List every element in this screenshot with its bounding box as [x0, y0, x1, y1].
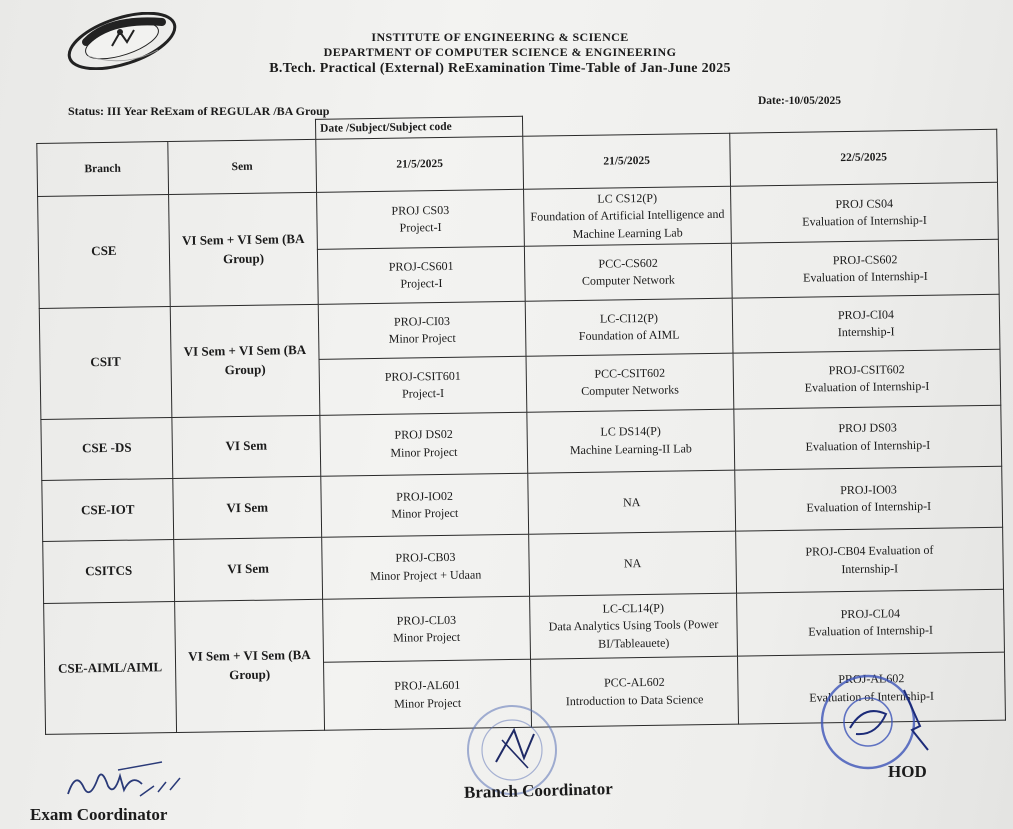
exam-cell: PROJ CS03 Project-I	[317, 190, 525, 250]
branch-column-header: Branch	[37, 142, 169, 197]
exam-cell: LC CS12(P) Foundation of Artificial Intelligence and Machine Learning Lab	[524, 187, 732, 247]
sem-cell: VI Sem + VI Sem (BA Group)	[175, 599, 325, 732]
sem-cell: VI Sem	[174, 538, 323, 602]
exam-cell: PROJ DS03 Evaluation of Internship-I	[734, 405, 1002, 470]
date-column-header: 22/5/2025	[730, 129, 998, 186]
exam-cell: PROJ-CSIT602 Evaluation of Internship-I	[733, 350, 1001, 409]
exam-cell: PROJ-CL03 Minor Project	[323, 596, 531, 663]
exam-cell: PROJ-AL602 Evaluation of Internship-I	[737, 653, 1005, 725]
sem-cell: VI Sem	[173, 476, 322, 540]
branch-coordinator-label: Branch Coordinator	[463, 779, 613, 802]
date-subject-header: Date /Subject/Subject code	[315, 116, 522, 139]
institute-name: INSTITUTE OF ENGINEERING & SCIENCE	[371, 30, 629, 44]
exam-cell: NA	[528, 470, 736, 534]
sem-cell: VI Sem	[172, 415, 321, 479]
exam-cell: PCC-CSIT602 Computer Networks	[526, 354, 734, 412]
exam-cell: PROJ-CS602 Evaluation of Internship-I	[731, 239, 999, 298]
sem-cell: VI Sem + VI Sem (BA Group)	[170, 304, 320, 417]
branch-cell: CSE-AIML/AIML	[44, 601, 177, 734]
branch-cell: CSIT	[39, 307, 172, 419]
exam-cell: LC-CI12(P) Foundation of AIML	[525, 298, 733, 356]
exam-cell: PROJ-AL601 Minor Project	[324, 660, 532, 731]
exam-cell: PROJ DS02 Minor Project	[320, 412, 528, 476]
date-column-header: 21/5/2025	[316, 136, 524, 192]
exam-cell: PROJ-IO03 Evaluation of Internship-I	[735, 466, 1003, 531]
exam-cell: NA	[529, 532, 737, 596]
branch-cell: CSE -DS	[41, 417, 173, 480]
document-date: Date:-10/05/2025	[758, 95, 842, 107]
exam-cell: PCC-AL602 Introduction to Data Science	[531, 656, 739, 727]
exam-cell: PROJ-IO02 Minor Project	[321, 473, 529, 537]
exam-cell: PROJ-CB04 Evaluation of Internship-I	[736, 528, 1004, 593]
exam-cell: PROJ-CS601 Project-I	[317, 246, 525, 304]
department-name: DEPARTMENT OF COMPUTER SCIENCE & ENGINEERING	[323, 45, 677, 59]
exam-cell: PROJ-CI04 Internship-I	[732, 294, 1000, 353]
exam-cell: PROJ-CI03 Minor Project	[318, 301, 526, 359]
exam-cell: PROJ-CL04 Evaluation of Internship-I	[737, 589, 1005, 656]
sem-column-header: Sem	[168, 139, 317, 194]
exam-cell: LC DS14(P) Machine Learning-II Lab	[527, 409, 735, 473]
branch-cell: CSITCS	[43, 540, 175, 603]
exam-cell: PROJ CS04 Evaluation of Internship-I	[731, 183, 999, 243]
exam-cell: PROJ-CSIT601 Project-I	[319, 357, 527, 415]
hod-label: HOD	[888, 762, 927, 781]
document-title: B.Tech. Practical (External) ReExamination Time-Table of Jan-June 2025	[269, 61, 731, 76]
branch-cell: CSE	[38, 195, 171, 309]
exam-cell: PROJ-CB03 Minor Project + Udaan	[322, 535, 530, 599]
timetable	[36, 109, 1006, 735]
exam-signature-icon	[62, 756, 192, 806]
sem-cell: VI Sem + VI Sem (BA Group)	[169, 193, 319, 307]
exam-cell: LC-CL14(P) Data Analytics Using Tools (Power BI/Tableauete)	[530, 593, 738, 660]
status-line: Status: III Year ReExam of REGULAR /BA Group	[68, 104, 330, 118]
exam-cell: PCC-CS602 Computer Network	[524, 243, 732, 301]
branch-cell: CSE-IOT	[42, 479, 174, 542]
date-column-header: 21/5/2025	[523, 133, 731, 189]
exam-coordinator-label: Exam Coordinator	[30, 805, 168, 824]
